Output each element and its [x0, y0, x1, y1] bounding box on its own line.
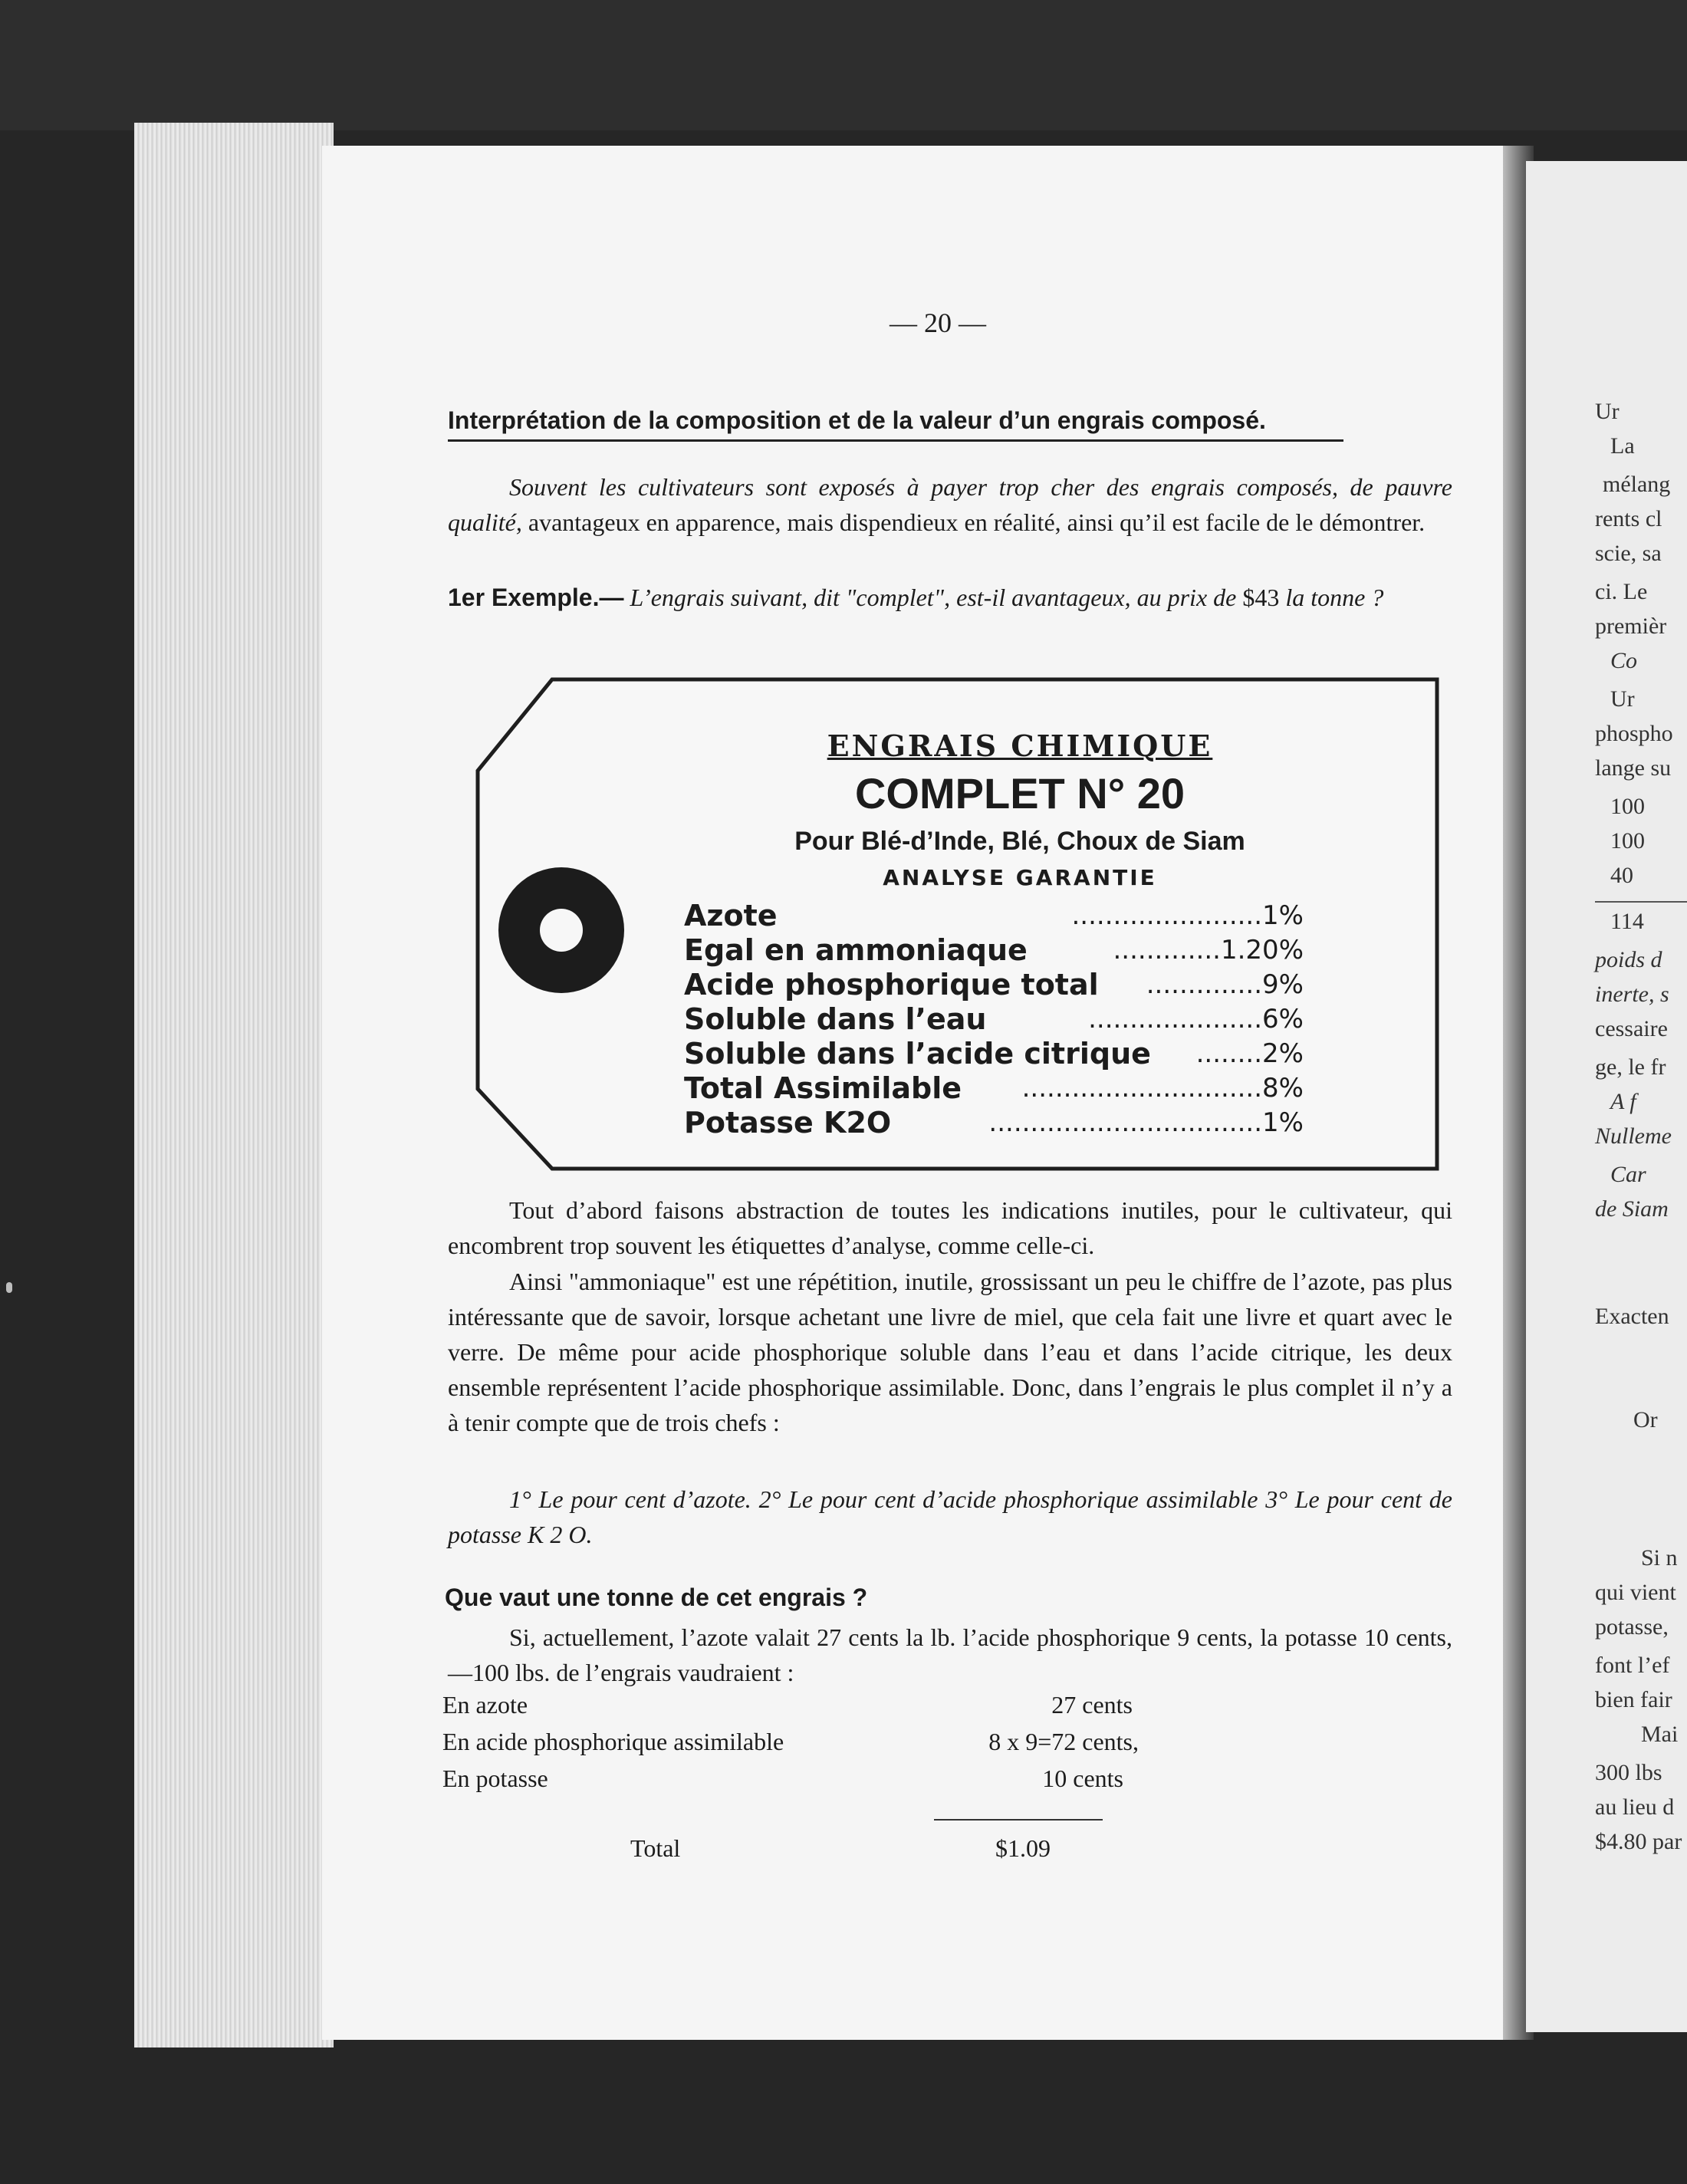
scan-speck: [6, 1282, 12, 1293]
facing-line: 100: [1610, 828, 1645, 854]
facing-line: de Siam: [1595, 1196, 1669, 1222]
facing-line: 114: [1610, 909, 1644, 934]
facing-line: Car: [1610, 1162, 1646, 1187]
facing-page: [1526, 161, 1687, 2032]
example-paragraph: [448, 580, 1452, 615]
tag-row-value: .............1.20%: [1113, 935, 1304, 965]
facing-line: bien fair: [1595, 1687, 1672, 1712]
facing-line: premièr: [1595, 613, 1667, 639]
tag-row-value: ........2%: [1195, 1038, 1304, 1069]
facing-line: Or: [1633, 1407, 1658, 1432]
value-row: [442, 1728, 1139, 1765]
tag-values: [936, 899, 1304, 1140]
example-question: L’engrais suivant, dit "complet", est-il avantageux, au prix de: [623, 584, 1237, 611]
facing-line: Nulleme: [1595, 1123, 1672, 1149]
value-row-amount: 10 cents: [1042, 1765, 1123, 1792]
facing-line: Ur: [1595, 399, 1620, 424]
facing-line: potasse,: [1595, 1614, 1669, 1640]
page-number: — 20 —: [890, 308, 986, 338]
facing-line: A f: [1610, 1089, 1636, 1114]
tag-row-value: .................................1%: [988, 1107, 1304, 1138]
tag-row-value: .......................1%: [1071, 900, 1304, 931]
facing-line: Mai: [1641, 1722, 1679, 1747]
value-row-amount: 8 x 9=72 cents,: [988, 1728, 1139, 1755]
facing-line: Co: [1610, 648, 1638, 673]
intro-text: avantageux en apparence, mais dispendieux en réalité, ainsi qu’il est facile de le démontrer.: [521, 508, 1426, 536]
tag-analysis-heading: ANALYSE GARANTIE: [883, 865, 1157, 890]
facing-line: $4.80 par: [1595, 1829, 1682, 1854]
facing-line: qui vient: [1595, 1580, 1676, 1605]
body-paragraph-3: 1° Le pour cent d’azote. 2° Le pour cent d’acide phosphorique assimilable 3° Le pour cent de potasse K 2 O.: [448, 1485, 1452, 1548]
facing-rule: [1595, 901, 1687, 903]
facing-line: scie, sa: [1595, 541, 1662, 566]
tag-row-label: Egal en ammoniaque: [684, 933, 1028, 967]
value-row-label: En potasse: [442, 1765, 548, 1792]
facing-line: 300 lbs: [1595, 1760, 1662, 1785]
tag-row-label: Soluble dans l’acide citrique: [684, 1037, 1151, 1071]
tag-row-label: Total Assimilable: [684, 1071, 962, 1105]
tag-row-value: .............................8%: [1021, 1073, 1304, 1104]
value-table: [442, 1691, 1139, 1801]
value-row: [442, 1765, 1133, 1801]
facing-line: font l’ef: [1595, 1653, 1670, 1678]
facing-line: ge, le fr: [1595, 1054, 1666, 1080]
facing-line: phospho: [1595, 721, 1673, 746]
total-label: Total: [630, 1834, 681, 1862]
total-rule: [934, 1819, 1103, 1821]
scan-background: [0, 0, 1687, 130]
facing-line: cessaire: [1595, 1016, 1668, 1041]
facing-line: au lieu d: [1595, 1794, 1675, 1820]
intro-paragraph: [448, 469, 1452, 540]
value-row-amount: 27 cents: [1051, 1691, 1133, 1719]
facing-line: ci. Le: [1595, 579, 1648, 604]
tag-product-name: COMPLET N° 20: [854, 769, 1185, 817]
tag-hole: [540, 909, 583, 952]
tag-row-label: Azote: [684, 899, 778, 932]
tag-row-label: Soluble dans l’eau: [684, 1002, 987, 1036]
facing-line: 100: [1610, 794, 1645, 819]
facing-line: inerte, s: [1595, 982, 1669, 1007]
fertilizer-tag: [475, 675, 1442, 1173]
facing-line: rents cl: [1595, 506, 1662, 531]
question-heading: Que vaut une tonne de cet engrais ?: [445, 1584, 868, 1611]
body-paragraph-2: Ainsi "ammoniaque" est une répétition, inutile, grossissant un peu le chiffre de l’azote, pas plus intéressante que de savoir, lorsque achetant une livre de miel, que cela fait une livre et quart avec le verre. De même pour acide phosphorique soluble dans l’eau et dans l’acide citrique, les deux ensemble représentent l’acide phosphorique assimilable. Donc, dans l’engrais le plus complet il n’y a à tenir compte que de trois chefs :: [448, 1268, 1452, 1436]
facing-line: mélang: [1603, 472, 1671, 497]
total-value: $1.09: [995, 1834, 1051, 1862]
tag-row-label: Acide phosphorique total: [684, 968, 1099, 1002]
tag-crops: Pour Blé-d’Inde, Blé, Choux de Siam: [794, 827, 1245, 856]
tag-title: ENGRAIS CHIMIQUE: [827, 729, 1213, 763]
example-price: $43: [1236, 584, 1280, 611]
facing-line: 40: [1610, 863, 1633, 888]
facing-line: lange su: [1595, 755, 1672, 781]
tag-row-label: Potasse K2O: [684, 1106, 892, 1140]
facing-line: Si n: [1641, 1545, 1678, 1571]
page-edges: [134, 123, 334, 2048]
tag-row-value: .....................6%: [1088, 1004, 1304, 1034]
example-unit: la tonne ?: [1279, 584, 1384, 611]
value-row-label: En azote: [442, 1691, 528, 1719]
body-paragraph-1: Tout d’abord faisons abstraction de toutes les indications inutiles, pour le cultivateur, qui encombrent trop souvent les étiquettes d’analyse, comme celle-ci.: [448, 1196, 1452, 1259]
intro-italic: Souvent les cultivateurs sont exposés à payer trop cher des engrais composés, de pauvre qualité,: [448, 473, 1452, 536]
facing-line: Ur: [1610, 686, 1635, 712]
example-label: 1er Exemple.—: [448, 584, 624, 611]
question-paragraph: Si, actuellement, l’azote valait 27 cents la lb. l’acide phosphorique 9 cents, la potasse 10 cents,—100 lbs. de l’engrais vaudraient :: [448, 1623, 1452, 1686]
tag-row-value: ..............9%: [1146, 969, 1304, 1000]
section-heading: Interprétation de la composition et de la valeur d’un engrais composé.: [448, 406, 1343, 442]
value-row-label: En acide phosphorique assimilable: [442, 1728, 784, 1755]
facing-line: poids d: [1595, 947, 1662, 972]
value-row: [442, 1691, 1133, 1728]
facing-line: Exacten: [1595, 1304, 1669, 1329]
facing-line: La: [1610, 433, 1635, 459]
